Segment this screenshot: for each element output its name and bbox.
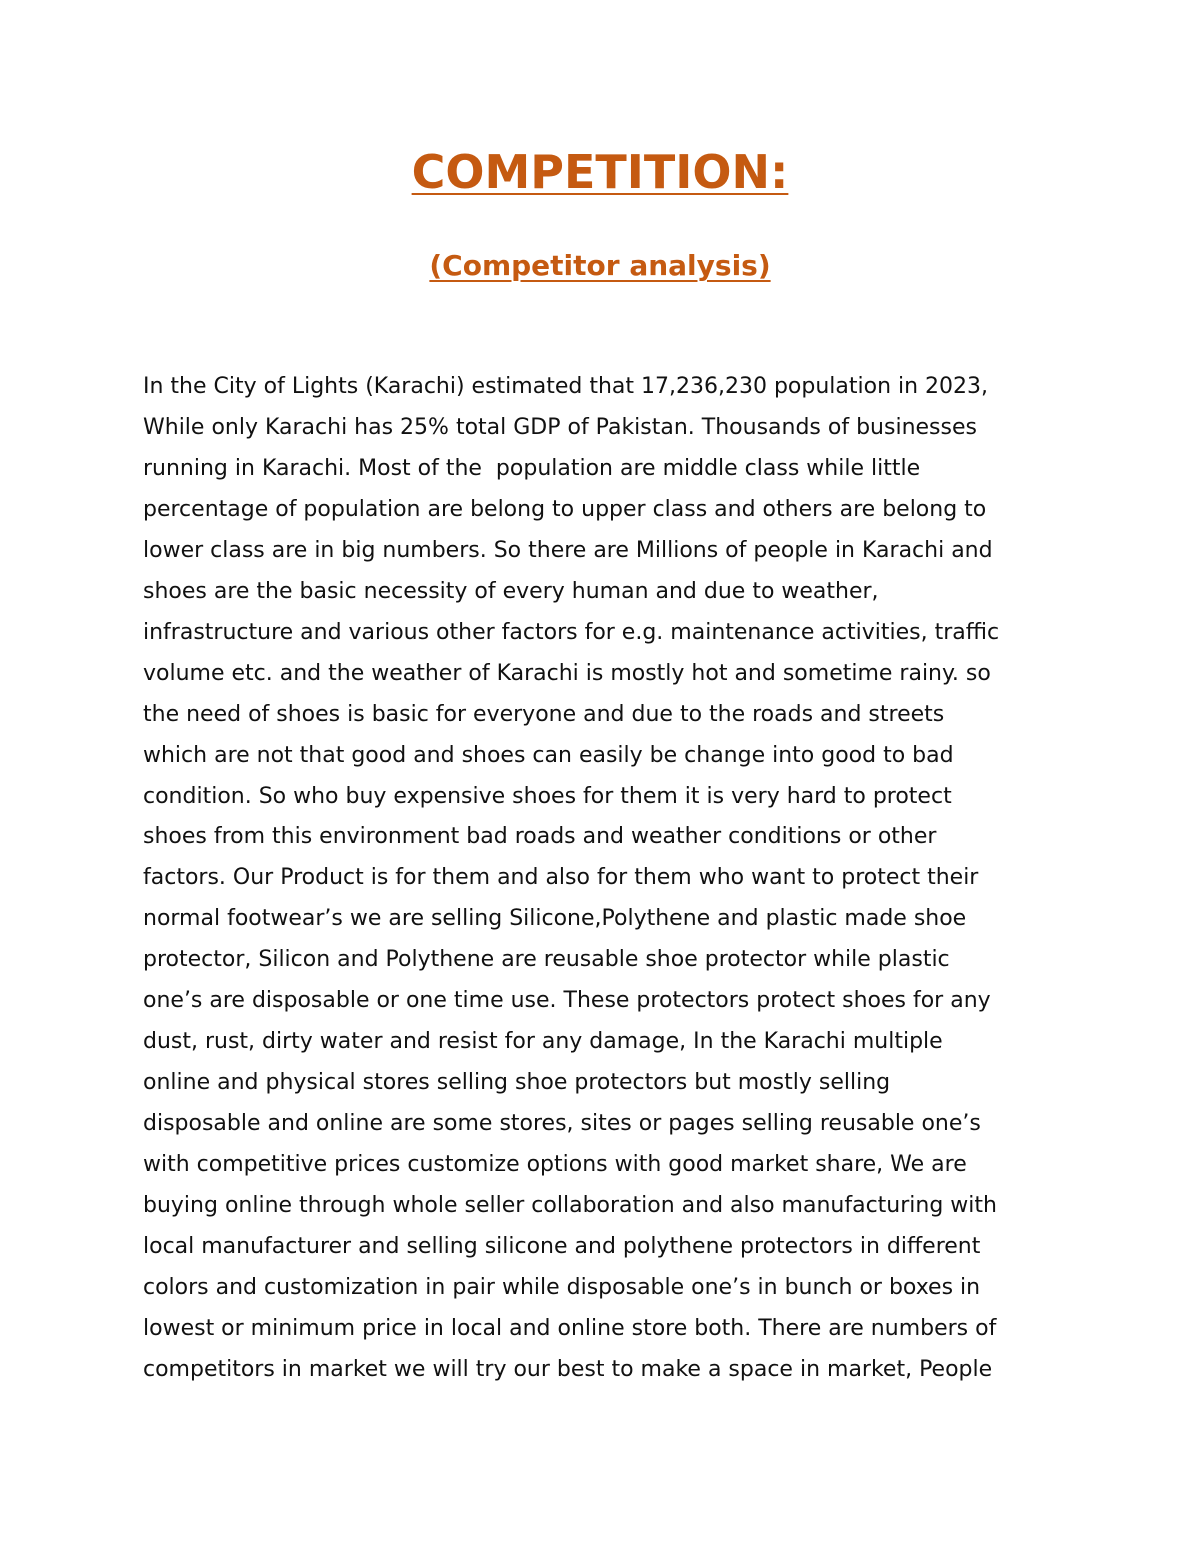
body-line: colors and customization in pair while disposable one’s in bunch or boxes in (143, 1274, 981, 1300)
page-title (0, 140, 1200, 204)
body-line: infrastructure and various other factors for e.g. maintenance activities, traffic (143, 619, 1000, 645)
page-subtitle-text: (Competitor analysis) (429, 249, 771, 282)
body-line: factors. Our Product is for them and also for them who want to protect their (143, 865, 979, 891)
body-line: online and physical stores selling shoe protectors but mostly selling (143, 1070, 891, 1096)
body-line: which are not that good and shoes can easily be change into good to bad (143, 742, 954, 768)
body-line: dust, rust, dirty water and resist for any damage, In the Karachi multiple (143, 1029, 943, 1055)
body-line: condition. So who buy expensive shoes for them it is very hard to protect (143, 783, 952, 809)
body-line: buying online through whole seller collaboration and also manufacturing with (143, 1193, 997, 1219)
body-line: one’s are disposable or one time use. These protectors protect shoes for any (143, 988, 991, 1014)
body-line: lower class are in big numbers. So there are Millions of people in Karachi and (143, 537, 993, 563)
body-line: competitors in market we will try our best to make a space in market, People (143, 1356, 993, 1382)
body-line: percentage of population are belong to upper class and others are belong to (143, 496, 987, 522)
body-line: volume etc. and the weather of Karachi is mostly hot and sometime rainy. so (143, 660, 991, 686)
body-line: disposable and online are some stores, sites or pages selling reusable one’s (143, 1111, 981, 1137)
body-line: shoes are the basic necessity of every human and due to weather, (143, 578, 879, 604)
body-paragraph (143, 367, 1103, 1391)
body-line: the need of shoes is basic for everyone and due to the roads and streets (143, 701, 945, 727)
body-line: In the City of Lights (Karachi) estimated that 17,236,230 population in 2023, (143, 374, 989, 399)
body-line: running in Karachi. Most of the population are middle class while little (143, 455, 921, 481)
page-subtitle (0, 244, 1200, 288)
body-line: While only Karachi has 25% total GDP of Pakistan. Thousands of businesses (143, 414, 977, 440)
body-line: lowest or minimum price in local and online store both. There are numbers of (143, 1315, 997, 1341)
body-line: normal footwear’s we are selling Silicone,Polythene and plastic made shoe (143, 906, 967, 932)
body-line: local manufacturer and selling silicone and polythene protectors in different (143, 1234, 981, 1260)
page-title-text: COMPETITION: (411, 145, 789, 199)
body-line: shoes from this environment bad roads and weather conditions or other (143, 824, 937, 850)
body-line: protector, Silicon and Polythene are reusable shoe protector while plastic (143, 947, 950, 973)
body-line: with competitive prices customize options with good market share, We are (143, 1152, 967, 1178)
